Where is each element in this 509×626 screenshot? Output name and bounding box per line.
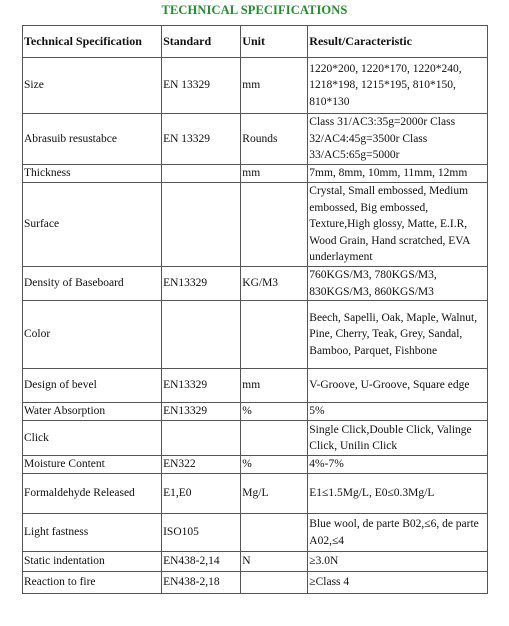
spec-cell: Size [23,58,162,114]
table-row [23,403,488,421]
unit-cell: Mg/L [241,474,308,514]
unit-cell: mm [241,165,308,183]
standard-cell: EN438-2,14 [162,552,241,572]
spec-cell: Design of bevel [23,369,162,403]
standard-cell: EN13329 [162,369,241,403]
standard-cell [162,301,241,369]
spec-cell: Moisture Content [23,456,162,474]
unit-cell [241,572,308,594]
spec-cell: Static indentation [23,552,162,572]
table-row [23,572,488,594]
table-row [23,183,488,267]
standard-cell: E1,E0 [162,474,241,514]
result-cell: 5% [308,403,488,421]
unit-cell: mm [241,58,308,114]
unit-cell [241,301,308,369]
standard-cell: EN13329 [162,403,241,421]
spec-cell: Click [23,421,162,456]
result-cell: Class 31/AC3:35g=2000r Class 32/AC4:45g=3500r Class 33/AC5:65g=5000r [308,114,488,165]
table-row [23,456,488,474]
spec-cell: Density of Baseboard [23,267,162,301]
spec-cell: Color [23,301,162,369]
spec-cell: Abrasuib resustabce [23,114,162,165]
unit-cell [241,514,308,552]
standard-cell: ISO105 [162,514,241,552]
result-cell: ≥Class 4 [308,572,488,594]
spec-cell: Thickness [23,165,162,183]
result-cell: Single Click,Double Click, Valinge Click, Unilin Click [308,421,488,456]
unit-cell: % [241,403,308,421]
unit-cell: mm [241,369,308,403]
result-cell: E1≤1.5Mg/L, E0≤0.3Mg/L [308,474,488,514]
table-header-row [23,26,488,58]
unit-cell: % [241,456,308,474]
table-row [23,552,488,572]
page-title: TECHNICAL SPECIFICATIONS [161,3,348,17]
standard-cell: EN13329 [162,267,241,301]
unit-cell: Rounds [241,114,308,165]
standard-cell: EN 13329 [162,58,241,114]
standard-cell: EN438-2,18 [162,572,241,594]
table-row [23,267,488,301]
unit-cell: KG/M3 [241,267,308,301]
table-row [23,474,488,514]
result-cell: 7mm, 8mm, 10mm, 11mm, 12mm [308,165,488,183]
column-header-result: Result/Caracteristic [308,26,488,58]
table-row [23,301,488,369]
spec-cell: Water Absorption [23,403,162,421]
result-cell: Crystal, Small embossed, Medium embossed, Big embossed, Texture,High glossy, Matte, E.I.R, Wood Grain, Hand scratched, EVA underlayment [308,183,488,267]
standard-cell [162,421,241,456]
standard-cell: EN322 [162,456,241,474]
table-row [23,421,488,456]
standard-cell [162,165,241,183]
spec-cell: Surface [23,183,162,267]
standard-cell: EN 13329 [162,114,241,165]
result-cell: 4%-7% [308,456,488,474]
specifications-table [22,25,488,594]
result-cell: Blue wool, de parte B02,≤6, de parte A02,≤4 [308,514,488,552]
table-row [23,58,488,114]
column-header-unit: Unit [241,26,308,58]
unit-cell: N [241,552,308,572]
result-cell: ≥3.0N [308,552,488,572]
table-row [23,114,488,165]
spec-cell: Reaction to fire [23,572,162,594]
column-header-specification: Technical Specification [23,26,162,58]
table-row [23,165,488,183]
standard-cell [162,183,241,267]
spec-cell: Light fastness [23,514,162,552]
result-cell: Beech, Sapelli, Oak, Maple, Walnut, Pine, Cherry, Teak, Grey, Sandal, Bamboo, Parquet, Fishbone [308,301,488,369]
unit-cell [241,421,308,456]
unit-cell [241,183,308,267]
result-cell: 1220*200, 1220*170, 1220*240, 1218*198, 1215*195, 810*150, 810*130 [308,58,488,114]
table-row [23,514,488,552]
result-cell: V-Groove, U-Groove, Square edge [308,369,488,403]
result-cell: 760KGS/M3, 780KGS/M3, 830KGS/M3, 860KGS/M3 [308,267,488,301]
column-header-standard: Standard [162,26,241,58]
spec-cell: Formaldehyde Released [23,474,162,514]
table-row [23,369,488,403]
